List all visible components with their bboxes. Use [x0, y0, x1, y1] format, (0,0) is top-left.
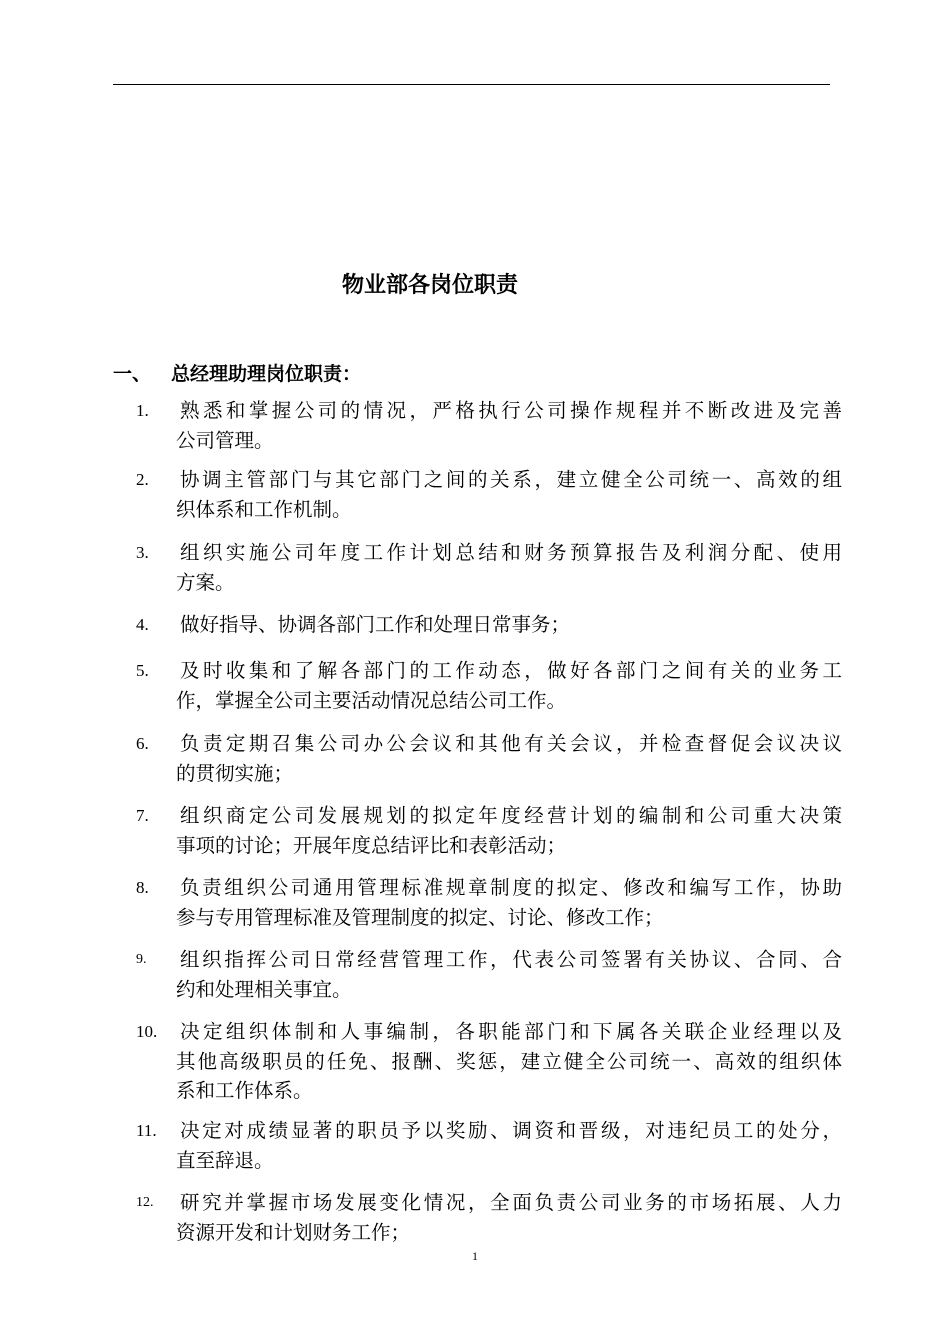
duty-item-number: 9.: [136, 952, 147, 967]
page-number: 1: [472, 1249, 478, 1263]
section-heading-text: 总经理助理岗位职责：: [171, 363, 362, 385]
duty-text-line: 负责组织公司通用管理标准规章制度的拟定、修改和编写工作，协助: [180, 876, 842, 899]
duty-item-text: [176, 945, 842, 1004]
duty-item-number: 10.: [136, 1022, 158, 1041]
duty-item-text: [176, 729, 842, 788]
duty-text-line: 方案。: [176, 570, 235, 594]
duty-item-text: [176, 396, 842, 455]
duty-item-text: [176, 801, 842, 860]
duty-item-text: [176, 538, 842, 597]
duty-text-line: 负责定期召集公司办公会议和其他有关会议，并检查督促会议决议: [180, 732, 842, 755]
duty-text-line: 直至辞退。: [176, 1148, 274, 1172]
duty-text-line: 做好指导、协调各部门工作和处理日常事务；: [180, 613, 571, 636]
duty-item-number: 12.: [136, 1195, 154, 1210]
duty-text-line: 参与专用管理标准及管理制度的拟定、讨论、修改工作；: [176, 905, 664, 929]
duty-item-number: 2.: [136, 470, 149, 489]
duty-text-line: 资源开发和计划财务工作；: [176, 1220, 411, 1244]
duty-text-line: 组织商定公司发展规划的拟定年度经营计划的编制和公司重大决策: [180, 804, 842, 827]
duty-text-line: 其他高级职员的任免、报酬、奖惩，建立健全公司统一、高效的组织体: [176, 1049, 842, 1073]
duty-item-number: 1.: [136, 401, 149, 420]
duty-item-text: [176, 873, 842, 932]
duty-text-line: 决定组织体制和人事编制，各职能部门和下属各关联企业经理以及: [180, 1020, 842, 1043]
duty-item-text: [176, 1188, 842, 1247]
duty-item-number: 5.: [136, 661, 149, 680]
duty-text-line: 织体系和工作机制。: [176, 497, 352, 521]
duty-item-text: [176, 1116, 842, 1175]
duty-text-line: 作，掌握全公司主要活动情况总结公司工作。: [176, 688, 567, 712]
duty-text-line: 研究并掌握市场发展变化情况，全面负责公司业务的市场拓展、人力: [180, 1191, 842, 1214]
duty-text-line: 组织实施公司年度工作计划总结和财务预算报告及利润分配、使用: [180, 541, 842, 564]
duty-text-line: 的贯彻实施；: [176, 761, 294, 785]
duty-item-text: [176, 1017, 842, 1106]
duty-text-line: 协调主管部门与其它部门之间的关系，建立健全公司统一、高效的组: [180, 468, 842, 491]
duty-item-number: 11.: [136, 1121, 157, 1140]
duty-text-line: 熟悉和掌握公司的情况，严格执行公司操作规程并不断改进及完善: [180, 399, 842, 422]
duty-text-line: 决定对成绩显著的职员予以奖励、调资和晋级，对违纪员工的处分，: [180, 1119, 842, 1142]
duty-item-number: 4.: [136, 615, 149, 634]
duty-item-number: 3.: [136, 543, 149, 562]
duty-item-number: 6.: [136, 734, 149, 753]
duty-item-text: [180, 610, 842, 640]
document-title: 物业部各岗位职责: [341, 273, 518, 298]
section-number: 一、: [113, 363, 152, 385]
duty-item-number: 7.: [136, 806, 149, 825]
duty-text-line: 约和处理相关事宜。: [176, 977, 352, 1001]
duty-text-line: 事项的讨论；开展年度总结评比和表彰活动；: [176, 833, 567, 857]
duty-text-line: 公司管理。: [176, 428, 274, 452]
duty-text-line: 系和工作体系。: [176, 1079, 313, 1102]
duty-text-line: 组织指挥公司日常经营管理工作，代表公司签署有关协议、合同、合: [180, 948, 842, 971]
duty-text-line: 及时收集和了解各部门的工作动态，做好各部门之间有关的业务工: [180, 659, 842, 682]
duty-item-text: [176, 465, 842, 524]
duty-item-text: [176, 656, 842, 715]
duty-item-number: 8.: [136, 878, 149, 897]
